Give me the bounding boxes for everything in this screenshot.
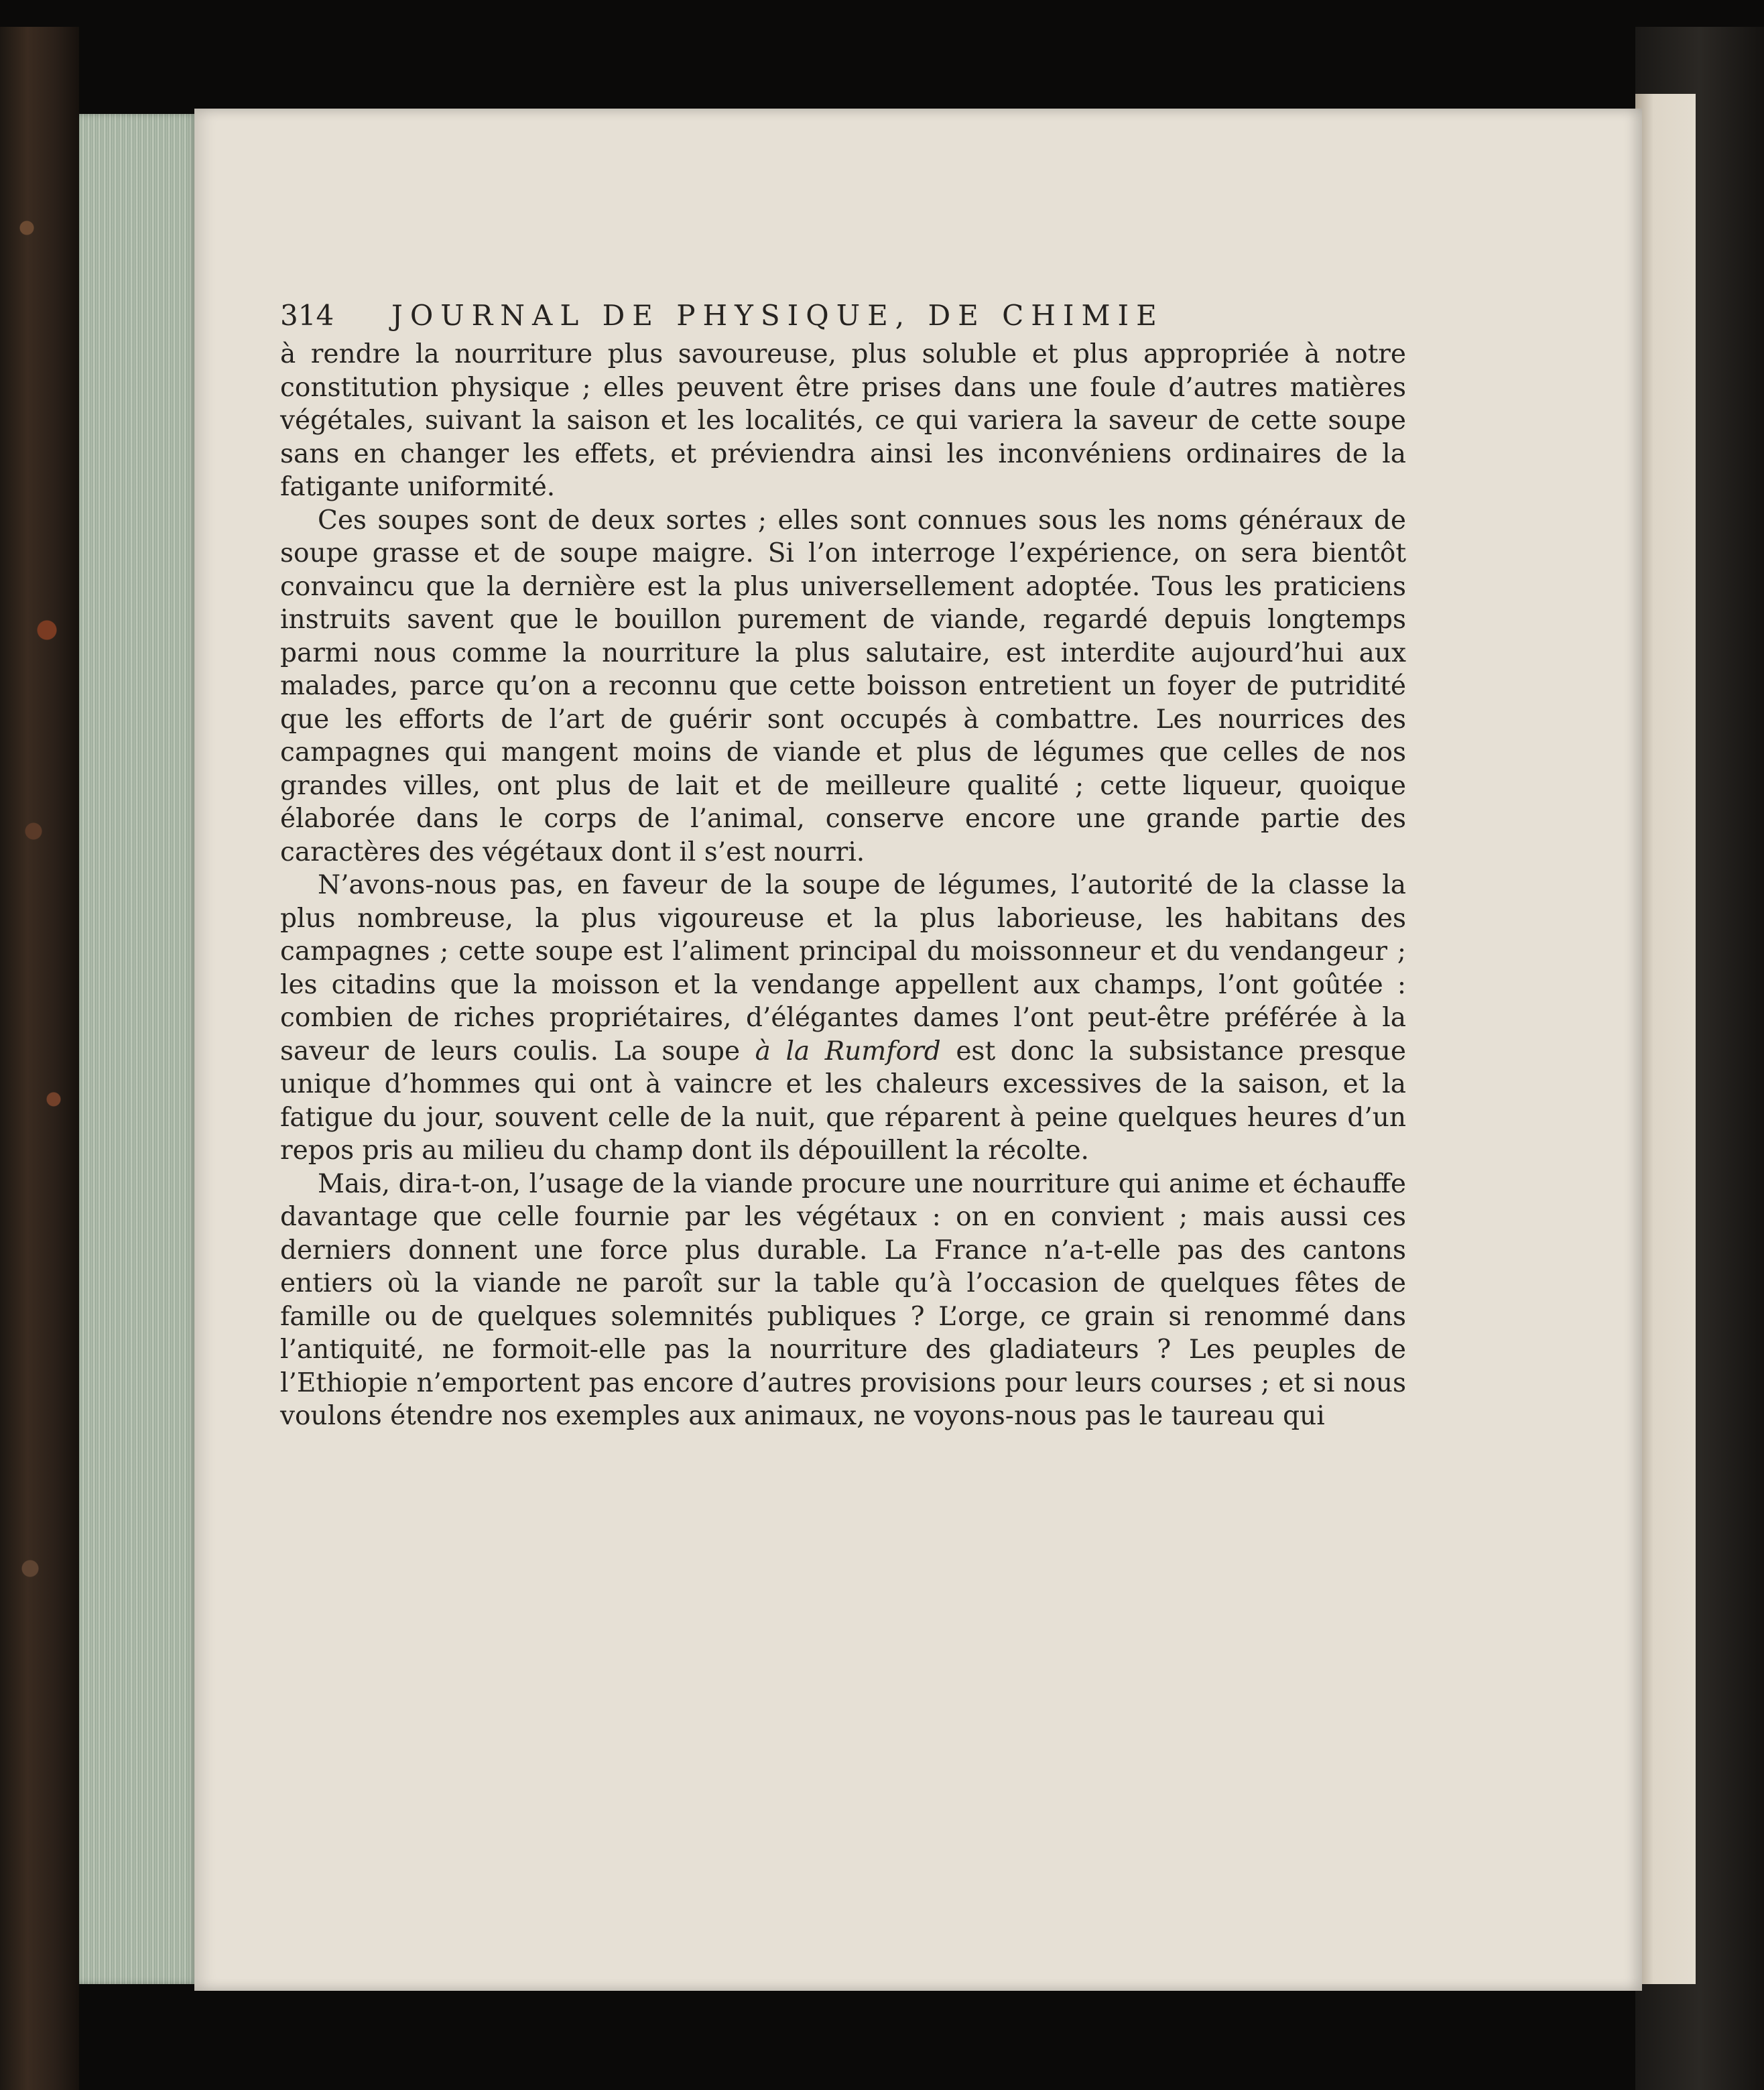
left-cover-board bbox=[0, 27, 79, 2090]
paragraph-3-part-1: N’avons-nous pas, en faveur de la soupe de légumes, l’autorité de la classe la plus nombreuse, la plus vigoureuse et la plus laborieuse, les habitans des campagnes ; cette soupe est l’aliment principal du moissonneur et du vendangeur ; les citadins que la moisson et la vendange appellent aux champs, l’ont goûtée : combien de riches propriétaires, d’élégantes dames l’ont peut-être préférée à la saveur de leurs coulis. La soupe bbox=[280, 870, 1406, 1066]
italic-rumford: à la Rumford bbox=[755, 1036, 941, 1066]
journal-title: JOURNAL DE PHYSIQUE, DE CHIMIE bbox=[391, 299, 1164, 332]
paragraph-3 bbox=[280, 869, 1406, 1168]
paragraph-2: Ces soupes sont de deux sortes ; elles sont connues sous les noms généraux de soupe grasse et de soupe maigre. Si l’on interroge l’expérience, on sera bientôt convaincu que la dernière est la plus universellement adoptée. Tous les praticiens instruits savent que le bouillon purement de viande, regardé depuis longtemps parmi nous comme la nourriture la plus salutaire, est interdite aujourd’hui aux malades, parce qu’on a reconnu que cette boisson entretient un foyer de putridité que les efforts de l’art de guérir sont occupés à combattre. Les nourrices des campagnes qui mangent moins de viande et plus de légumes que celles de nos grandes villes, ont plus de lait et de meilleure qualité ; cette liqueur, quoique élaborée dans le corps de l’animal, conserve encore une grande partie des caractères des végétaux dont il s’est nourri. bbox=[280, 505, 1406, 867]
paragraph-4: Mais, dira-t-on, l’usage de la viande procure une nourriture qui anime et échauffe davantage que celle fournie par les végétaux : on en convient ; mais aussi ces derniers donnent une force plus durable. La France n’a-t-elle pas des cantons entiers où la viande ne paroît sur la table qu’à l’occasion de quelques fêtes de famille ou de quelques solemnités publiques ? L’orge, ce grain si renommé dans l’antiquité, ne formoit-elle pas la nourriture des gladiateurs ? Les peuples de l’Ethiopie n’emportent pas encore d’autres provisions pour leurs courses ; et si nous voulons étendre nos exemples aux animaux, ne voyons-nous pas le taureau qui bbox=[280, 1168, 1406, 1431]
page-text-block bbox=[280, 294, 1406, 1433]
body-text bbox=[280, 338, 1406, 1433]
page-number: 314 bbox=[280, 299, 334, 332]
page-edges bbox=[79, 114, 197, 1984]
paragraph-3-part-2: est donc la subsistance presque unique d’hommes qui ont à vaincre et les chaleurs excessives de la saison, et la fatigue du jour, souvent celle de la nuit, que réparent à peine quelques heures d’un repos pris au milieu du champ dont ils dépouillent la récolte. bbox=[280, 1036, 1407, 1166]
paragraph-1: à rendre la nourriture plus savoureuse, plus soluble et plus appropriée à notre constitution physique ; elles peuvent être prises dans une foule d’autres matières végétales, suivant la saison et les localités, ce qui variera la saveur de cette soupe sans en changer les effets, et préviendra ainsi les inconvéniens ordinaires de la fatigante uniformité. bbox=[280, 339, 1406, 502]
facing-page-edge bbox=[1635, 94, 1696, 1984]
running-head bbox=[280, 294, 1406, 338]
